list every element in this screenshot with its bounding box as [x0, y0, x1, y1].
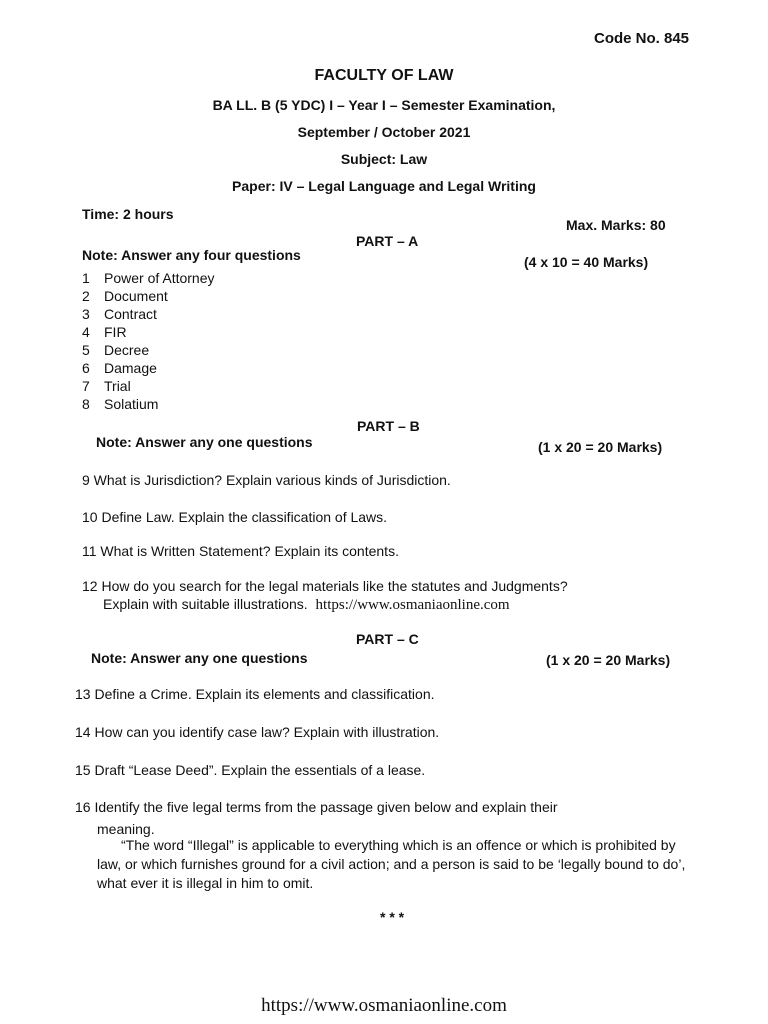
- part-a-marks: (4 x 10 = 40 Marks): [524, 254, 649, 270]
- part-a-note: Note: Answer any four questions: [82, 247, 301, 263]
- paper-line: Paper: IV – Legal Language and Legal Writing: [232, 178, 536, 194]
- question-15: 15 Draft “Lease Deed”. Explain the essentials of a lease.: [75, 762, 426, 778]
- list-item: 4 FIR: [82, 324, 127, 340]
- part-b-title: PART – B: [357, 418, 420, 434]
- faculty-title: FACULTY OF LAW: [314, 67, 454, 84]
- question-14: 14 How can you identify case law? Explain with illustration.: [75, 724, 440, 740]
- list-item: 1 Power of Attorney: [82, 270, 215, 286]
- question-16-line-2: meaning.: [97, 821, 155, 837]
- session-line: September / October 2021: [297, 124, 471, 140]
- part-c-title: PART – C: [356, 631, 419, 647]
- footer-url: https://www.osmaniaonline.com: [261, 995, 507, 1016]
- max-marks: Max. Marks: 80: [566, 217, 666, 233]
- list-item: 6 Damage: [82, 360, 157, 376]
- list-item: 7 Trial: [82, 378, 131, 394]
- question-12-line-2: Explain with suitable illustrations. https://www.osmaniaonline.com: [103, 596, 510, 613]
- watermark-url: https://www.osmaniaonline.com: [315, 597, 510, 613]
- question-10: 10 Define Law. Explain the classification of Laws.: [82, 509, 388, 525]
- list-item: 5 Decree: [82, 342, 150, 358]
- course-line: BA LL. B (5 YDC) I – Year I – Semester Examination,: [212, 97, 556, 113]
- question-16-passage: “The word “Illegal” is applicable to everything which is an offence or which is prohibited by law, or which furnishes ground for a civil action; and a person is said to be ‘legally bound to do’, what ever it is illegal in him to omit.: [97, 837, 686, 891]
- part-c-note: Note: Answer any one questions: [91, 650, 308, 666]
- part-b-marks: (1 x 20 = 20 Marks): [538, 439, 663, 455]
- list-item: 8 Solatium: [82, 396, 159, 412]
- question-16: 16 Identify the five legal terms from the passage given below and explain their: [75, 799, 558, 815]
- time-allowed: Time: 2 hours: [82, 206, 174, 222]
- code-number: Code No. 845: [594, 30, 690, 47]
- end-stars: * * *: [380, 909, 405, 925]
- part-a-title: PART – A: [356, 233, 419, 249]
- subject-line: Subject: Law: [340, 151, 428, 167]
- part-c-marks: (1 x 20 = 20 Marks): [546, 652, 671, 668]
- list-item: 3 Contract: [82, 306, 157, 322]
- part-a-list: [82, 270, 215, 414]
- question-9: 9 What is Jurisdiction? Explain various kinds of Jurisdiction.: [82, 472, 451, 488]
- list-item: 2 Document: [82, 288, 168, 304]
- question-13: 13 Define a Crime. Explain its elements and classification.: [75, 686, 435, 702]
- question-12: 12 How do you search for the legal materials like the statutes and Judgments?: [82, 578, 568, 594]
- question-11: 11 What is Written Statement? Explain its contents.: [82, 543, 399, 559]
- part-b-note: Note: Answer any one questions: [96, 434, 313, 450]
